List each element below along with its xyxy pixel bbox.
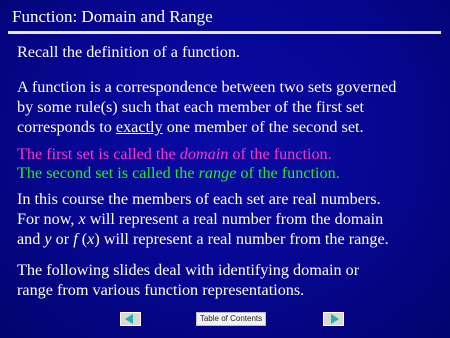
slide-title: Function: Domain and Range (12, 7, 213, 26)
emphasis-exactly: exactly (115, 118, 163, 136)
right-arrow-icon (324, 313, 343, 325)
range-text: The second set is called the (17, 164, 199, 182)
recall-text: Recall the definition of a function. (17, 43, 240, 61)
left-arrow-icon (121, 313, 140, 325)
following-line-2: range from various function representations. (17, 281, 305, 299)
course-text: ( (77, 230, 88, 248)
course-text: and (17, 230, 45, 248)
course-text: or (51, 230, 74, 248)
definition-text: corresponds to (17, 118, 116, 136)
course-line-3 (17, 230, 389, 250)
course-text: ) will represent a real number from the range. (94, 230, 389, 248)
domain-text: of the function. (228, 145, 332, 163)
range-line (17, 164, 340, 184)
definition-text: one member of the second set. (162, 118, 364, 136)
domain-line (17, 145, 332, 165)
range-text: of the function. (236, 164, 340, 182)
course-text: will represent a real number from the domain (85, 210, 384, 228)
course-line-1: In this course the members of each set are real numbers. (17, 190, 381, 208)
function-f: f (73, 230, 78, 248)
next-slide-button[interactable] (323, 312, 344, 326)
variable-x: x (87, 230, 95, 248)
variable-y: y (44, 230, 52, 248)
table-of-contents-button[interactable]: Table of Contents (196, 312, 266, 326)
variable-x: x (78, 210, 86, 228)
following-line-1: The following slides deal with identifying domain or (17, 261, 360, 279)
range-term: range (198, 164, 237, 182)
domain-term: domain (179, 145, 229, 163)
title-divider (8, 31, 441, 34)
domain-text: The first set is called the (17, 145, 180, 163)
definition-line-1: A function is a correspondence between two sets governed (17, 78, 397, 96)
previous-slide-button[interactable] (120, 312, 141, 326)
course-line-2 (17, 210, 383, 230)
course-text: For now, (17, 210, 79, 228)
definition-line-3 (17, 118, 364, 138)
definition-line-2: by some rule(s) such that each member of the first set (17, 98, 365, 116)
